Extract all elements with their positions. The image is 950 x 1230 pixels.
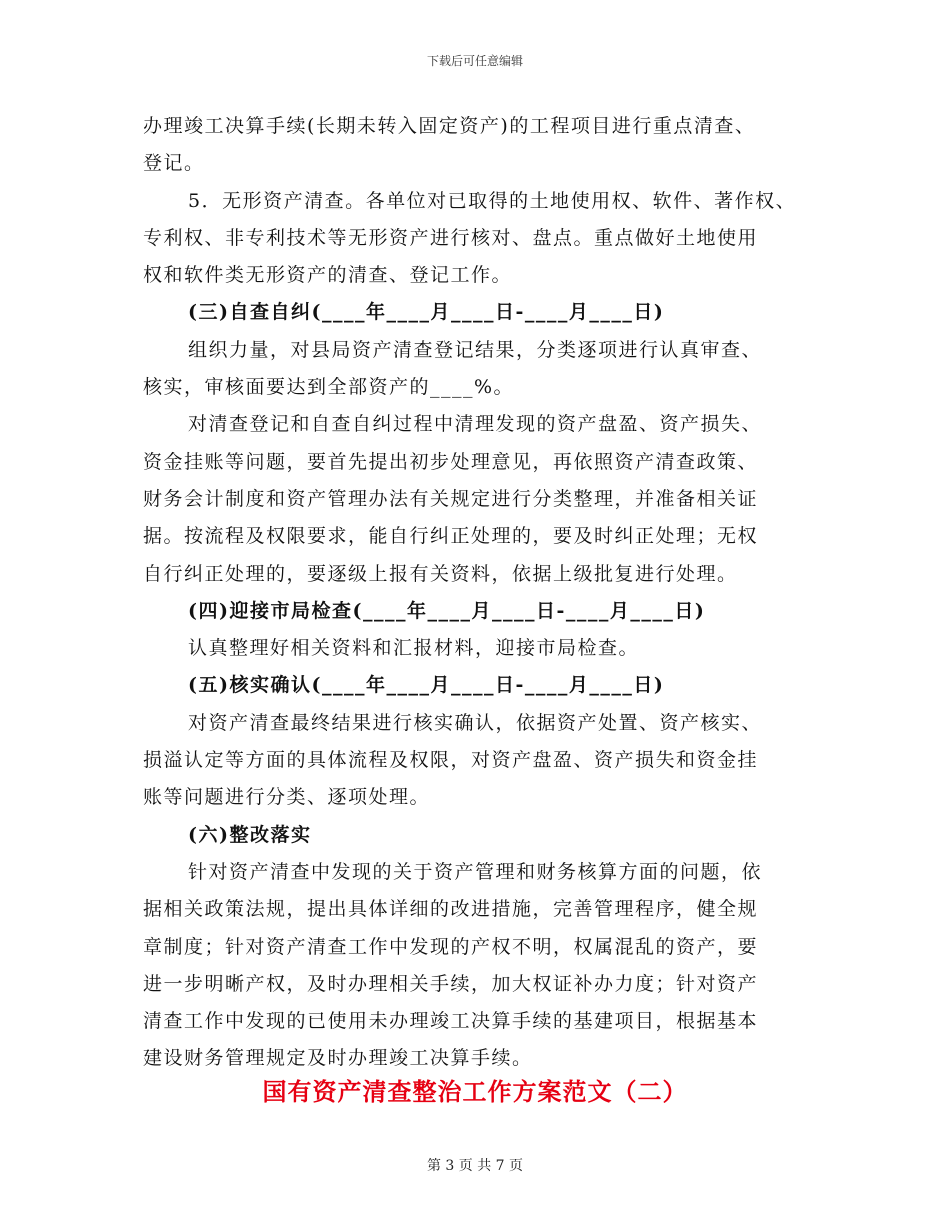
body-line: 认真整理好相关资料和汇报材料，迎接市局检查。	[188, 637, 640, 660]
section-title: 国有资产清查整治工作方案范文（二）	[262, 1077, 688, 1106]
body-line: 组织力量，对县局资产清查登记结果，分类逐项进行认真审查、	[188, 338, 763, 361]
body-line: 专利权、非专利技术等无形资产进行核对、盘点。重点做好土地使用	[143, 226, 759, 249]
body-line: 核实，审核面要达到全部资产的____%。	[143, 376, 515, 399]
body-line: 财务会计制度和资产管理办法有关规定进行分类整理，并准备相关证	[143, 487, 759, 510]
body-line: 损溢认定等方面的具体流程及权限，对资产盘盈、资产损失和资金挂	[143, 749, 759, 772]
section-heading: (四)迎接市局检查(____年____月____日-____月____日)	[188, 599, 706, 622]
body-line: 对清查登记和自查自纠过程中清理发现的资产盘盈、资产损失、	[188, 413, 763, 436]
body-line: 账等问题进行分类、逐项处理。	[143, 786, 431, 809]
body-line: 进一步明晰产权，及时办理相关手续，加大权证补办力度；针对资产	[143, 972, 759, 995]
body-line: 针对资产清查中发现的关于资产管理和财务核算方面的问题，依	[188, 860, 763, 883]
body-line: 清查工作中发现的已使用未办理竣工决算手续的基建项目，根据基本	[143, 1010, 759, 1033]
body-line: 权和软件类无形资产的清查、登记工作。	[143, 264, 513, 287]
body-line: 据相关政策法规，提出具体详细的改进措施，完善管理程序，健全规	[143, 898, 759, 921]
page-footer: 第 3 页 共 7 页	[426, 1158, 524, 1174]
body-line: 章制度；针对资产清查工作中发现的产权不明，权属混乱的资产，要	[143, 935, 759, 958]
document-body	[143, 108, 823, 1078]
section-heading: (五)核实确认(____年____月____日-____月____日)	[188, 674, 665, 697]
section-heading: (六)整改落实	[188, 823, 312, 846]
body-line: 建设财务管理规定及时办理竣工决算手续。	[143, 1047, 533, 1070]
body-line: 自行纠正处理的，要逐级上报有关资料，依据上级批复进行处理。	[143, 562, 738, 585]
section-heading: (三)自查自纠(____年____月____日-____月____日)	[188, 301, 665, 324]
body-line: 登记。	[143, 152, 205, 175]
body-line: 对资产清查最终结果进行核实确认，依据资产处置、资产核实、	[188, 711, 763, 734]
body-line: 资金挂账等问题，要首先提出初步处理意见，再依照资产清查政策、	[143, 450, 759, 473]
page-header-note: 下载后可任意编辑	[426, 54, 523, 68]
body-line: 据。按流程及权限要求，能自行纠正处理的，要及时纠正处理；无权	[143, 525, 759, 548]
body-line: 办理竣工决算手续(长期未转入固定资产)的工程项目进行重点清查、	[143, 115, 756, 137]
body-line: 5．无形资产清查。各单位对已取得的土地使用权、软件、著作权、	[188, 189, 797, 212]
